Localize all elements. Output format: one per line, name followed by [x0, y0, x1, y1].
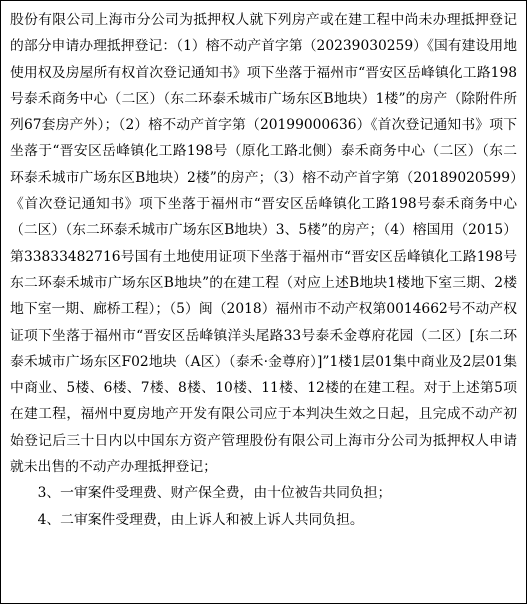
- judgment-paragraph-mortgage-registration: 股份有限公司上海市分公司为抵押权人就下列房产或在建工程中尚未办理抵押登记的部分申请办理抵押登记：（1）榕不动产首字第（20239030259）《国有建设用地使用权及房屋所有权首次登记通知书》项下坐落于福州市“晋安区岳峰镇化工路198号泰禾商务中心（二区）（东二环泰禾城市广场东区B地块）1楼”的房产（除附件所列67套房产外）；（2）榕不动产首字第（20199000636）《首次登记通知书》项下坐落于“晋安区岳峰镇化工路198号（原化工路北侧）泰禾商务中心（二区）（东二环泰禾城市广场东区B地块）2楼”的房产；（3）榕不动产首字第（20189020599）《首次登记通知书》项下坐落于福州市“晋安区岳峰镇化工路198号泰禾商务中心（二区）（东二环泰禾城市广场东区B地块）3、5楼”的房产；（4）榕国用（2015）第33833482716号国有土地使用证项下坐落于福州市“晋安区岳峰镇化工路198号东二环泰禾城市广场东区B地块”的在建工程（对应上述B地块1楼地下室三期、2楼地下室一期、廊桥工程）；（5）闽（2018）福州市不动产权第0014662号不动产权证项下坐落于福州市“晋安区岳峰镇洋头尾路33号泰禾金尊府花园（二区）[东二环泰禾城市广场东区F02地块（A区）（泰禾·金尊府）]”1楼1层01集中商业及2层01集中商业、5楼、6楼、7楼、8楼、10楼、11楼、12楼的在建工程。对于上述第5项在建工程，福州中夏房地产开发有限公司应于本判决生效之日起，且完成不动产初始登记后三十日内以中国东方资产管理股份有限公司上海市分公司为抵押权人申请就未出售的不动产办理抵押登记；: [10, 12, 517, 476]
- judgment-item-first-instance-fees: 3、一审案件受理费、财产保全费，由十位被告共同负担；: [37, 485, 392, 502]
- judgment-item-second-instance-fees: 4、二审案件受理费，由上诉人和被上诉人共同负担。: [37, 511, 364, 528]
